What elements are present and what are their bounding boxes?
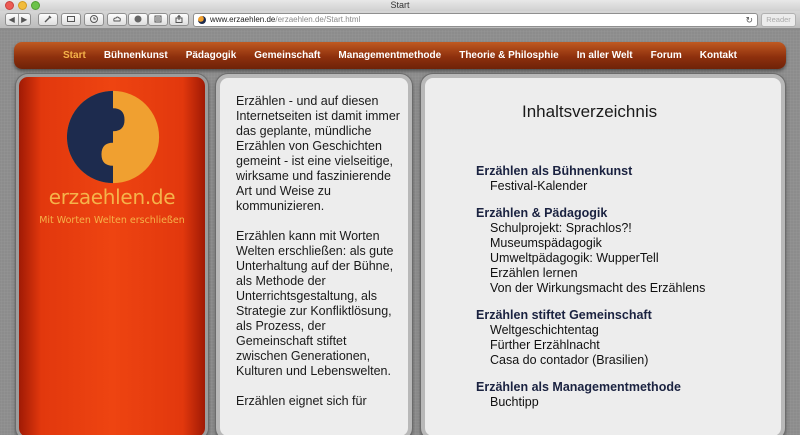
url-path: /erzaehlen.de/Start.html [275, 15, 361, 24]
toc-section-buehnenkunst [476, 164, 776, 194]
toc-link[interactable]: Casa do contador (Brasilien) [490, 353, 649, 367]
cloud-icon [112, 14, 122, 24]
toc-heading[interactable]: Erzählen als Managementmethode [476, 380, 681, 394]
history-icon [89, 14, 99, 24]
forward-button[interactable]: ▶ [21, 15, 28, 24]
toc-link[interactable]: Fürther Erzählnacht [490, 338, 600, 352]
toc-link[interactable]: Buchtipp [490, 395, 539, 409]
reader-button[interactable]: Reader [761, 13, 796, 27]
toc-link[interactable]: Schulprojekt: Sprachlos?! [490, 221, 632, 235]
nav-item-gemeinschaft[interactable]: Gemeinschaft [254, 50, 321, 61]
intro-panel [216, 74, 412, 435]
tools-icon [43, 14, 53, 24]
tabs-icon [66, 14, 76, 24]
intro-paragraph: Erzählen eignet sich für [236, 394, 367, 408]
share-button[interactable] [169, 13, 189, 26]
url-host: www.erzaehlen.de [210, 15, 276, 24]
nav-item-forum[interactable]: Forum [650, 50, 682, 61]
share-icon [174, 14, 184, 24]
reload-icon[interactable]: ↻ [745, 15, 753, 25]
tools-button[interactable] [38, 13, 58, 26]
extension-icon [133, 14, 143, 24]
logo-slogan: Mit Worten Welten erschließen [39, 215, 185, 226]
tabs-button[interactable] [61, 13, 81, 26]
window-titlebar [0, 0, 800, 11]
window-title: Start [390, 0, 410, 10]
intro-text [236, 94, 400, 424]
nav-item-managementmethode[interactable]: Managementmethode [338, 50, 442, 61]
browser-toolbar [0, 11, 800, 29]
toc-list [476, 164, 776, 422]
nav-item-paedagogik[interactable]: Pädagogik [185, 50, 237, 61]
main-navigation [14, 42, 786, 69]
toc-section-management [476, 380, 776, 410]
toc-title: Inhaltsverzeichnis [522, 102, 658, 121]
logo-panel [16, 74, 208, 435]
logo-text[interactable]: erzaehlen.de [48, 185, 176, 209]
toc-heading[interactable]: Erzählen stiftet Gemeinschaft [476, 308, 652, 322]
cloud-button[interactable] [107, 13, 127, 26]
address-bar[interactable] [193, 13, 758, 27]
toc-heading[interactable]: Erzählen & Pädagogik [476, 206, 608, 220]
nav-item-buehnenkunst[interactable]: Bühnenkunst [103, 50, 168, 61]
toc-heading[interactable]: Erzählen als Bühnenkunst [476, 164, 633, 178]
back-button[interactable]: ◀ [6, 14, 19, 25]
reading-list-icon [153, 14, 163, 24]
toc-link[interactable]: Umweltpädagogik: WupperTell [490, 251, 659, 265]
toc-panel [421, 74, 785, 435]
nav-item-start[interactable]: Start [63, 50, 86, 61]
history-button[interactable] [84, 13, 104, 26]
extension-button[interactable] [128, 13, 148, 26]
nav-item-theorie-philosophie[interactable]: Theorie & Philosphie [459, 50, 559, 61]
web-page [0, 30, 800, 435]
site-favicon-icon [198, 16, 206, 24]
intro-paragraph: Erzählen - und auf diesen Internetseiten ist damit immer das geplante, mündliche Erzählen von Geschichten gemeint - ist eine vielseitige, wirksame und faszinierende Art und Weise zu kommunizieren. [236, 94, 400, 213]
back-forward-buttons [5, 13, 31, 26]
toc-link[interactable]: Museumspädagogik [490, 236, 602, 250]
intro-paragraph: Erzählen kann mit Worten Welten erschließen: als gute Unterhaltung auf der Bühne, als Methode der Unterrichtsgestaltung, als Strategie zur Konfliktlösung, als Prozess, der Gemeinschaft stiftet zwischen Generationen, Kulturen und Lebenswelten. [236, 229, 394, 378]
toc-link[interactable]: Erzählen lernen [490, 266, 578, 280]
logo-puzzle-icon[interactable] [65, 89, 161, 185]
nav-item-kontakt[interactable]: Kontakt [699, 50, 737, 61]
toc-section-gemeinschaft [476, 308, 776, 368]
toc-section-paedagogik [476, 206, 776, 296]
toc-link[interactable]: Weltgeschichtentag [490, 323, 599, 337]
reading-list-button[interactable] [148, 13, 168, 26]
toc-link[interactable]: Von der Wirkungsmacht des Erzählens [490, 281, 706, 295]
nav-item-in-aller-welt[interactable]: In aller Welt [576, 50, 633, 61]
toc-link[interactable]: Festival-Kalender [490, 179, 588, 193]
